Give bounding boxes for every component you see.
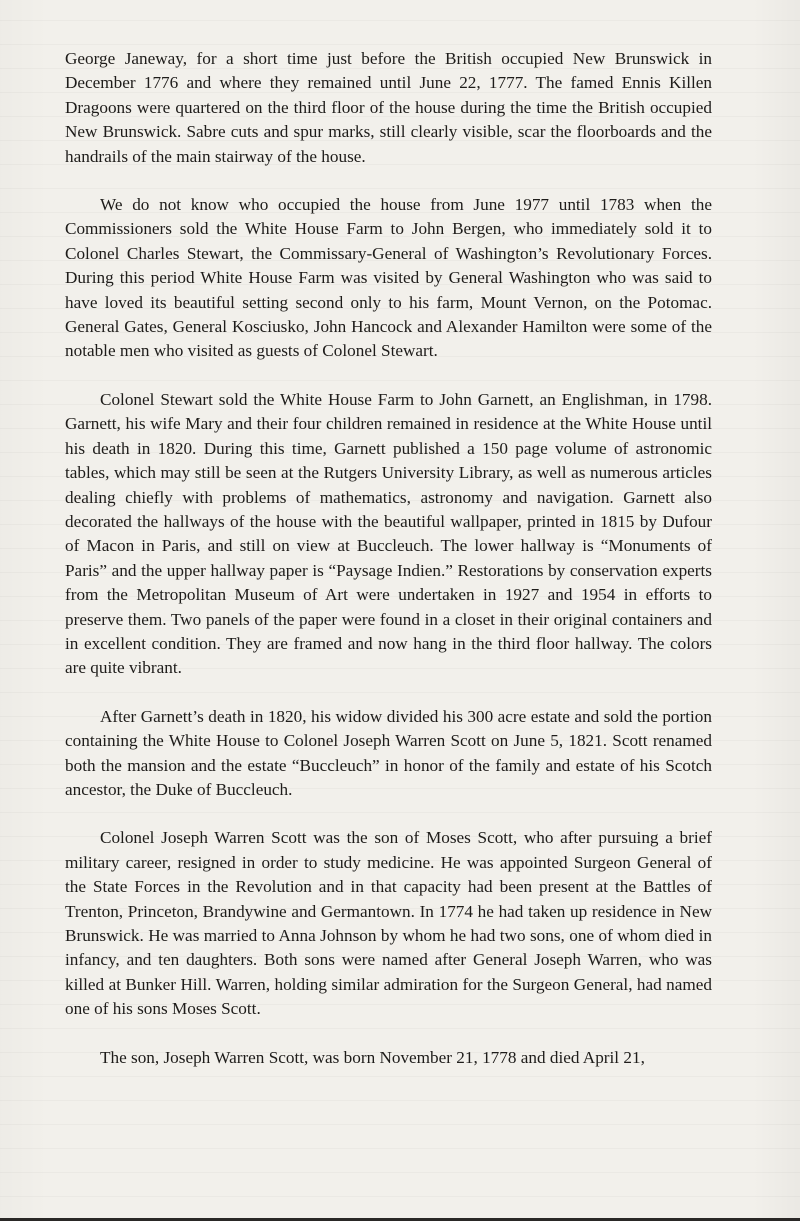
body-text bbox=[65, 47, 712, 1070]
paragraph-2: We do not know who occupied the house from June 1977 until 1783 when the Commissioners sold the White House Farm to John Bergen, who immediately sold it to Colonel Charles Stewart, the Commissary-General of Washington’s Revolutionary Forces. During this period White House Farm was visited by General Washington who was said to have loved its beautiful setting second only to his farm, Mount Vernon, on the Potomac. General Gates, General Kosciusko, John Hancock and Alexander Hamilton were some of the notable men who visited as guests of Colonel Stewart. bbox=[65, 195, 712, 361]
paragraph-1: George Janeway, for a short time just before the British occupied New Brunswick in December 1776 and where they remained until June 22, 1777. The famed Ennis Killen Dragoons were quartered on the third floor of the house during the time the British occupied New Brunswick. Sabre cuts and spur marks, still clearly visible, scar the floorboards and the handrails of the main stairway of the house. bbox=[65, 49, 712, 166]
paragraph-3: Colonel Stewart sold the White House Farm to John Garnett, an Englishman, in 1798. Garnett, his wife Mary and their four children remained in residence at the White House until his death in 1820. During this time, Garnett published a 150 page volume of astronomic tables, which may still be seen at the Rutgers University Library, as well as numerous articles dealing chiefly with problems of mathematics, astronomy and navigation. Garnett also decorated the hallways of the house with the beautiful wallpaper, printed in 1815 by Dufour of Macon in Paris, and still on view at Buccleuch. The lower hallway is “Monuments of Paris” and the upper hallway paper is “Paysage Indien.” Restorations by conservation experts from the Metropolitan Museum of Art were undertaken in 1927 and 1954 in efforts to preserve them. Two panels of the paper were found in a closet in their original containers and in excellent condition. They are framed and now hang in the third floor hallway. The colors are quite vibrant. bbox=[65, 389, 712, 678]
paragraph-6: The son, Joseph Warren Scott, was born November 21, 1778 and died April 21, bbox=[100, 1047, 645, 1067]
paragraph-4: After Garnett’s death in 1820, his widow divided his 300 acre estate and sold the portion containing the White House to Colonel Joseph Warren Scott on June 5, 1821. Scott renamed both the mansion and the estate “Buccleuch” in honor of the family and estate of his Scotch ancestor, the Duke of Buccleuch. bbox=[65, 706, 712, 799]
paragraph-5: Colonel Joseph Warren Scott was the son of Moses Scott, who after pursuing a brief military career, resigned in order to study medicine. He was appointed Surgeon General of the State Forces in the Revolution and in that capacity had been present at the Battles of Trenton, Princeton, Brandywine and Germantown. In 1774 he had taken up residence in New Brunswick. He was married to Anna Johnson by whom he had two sons, one of whom died in infancy, and ten daughters. Both sons were named after General Joseph Warren, who was killed at Bunker Hill. Warren, holding similar admiration for the Surgeon General, had named one of his sons Moses Scott. bbox=[65, 828, 712, 1019]
